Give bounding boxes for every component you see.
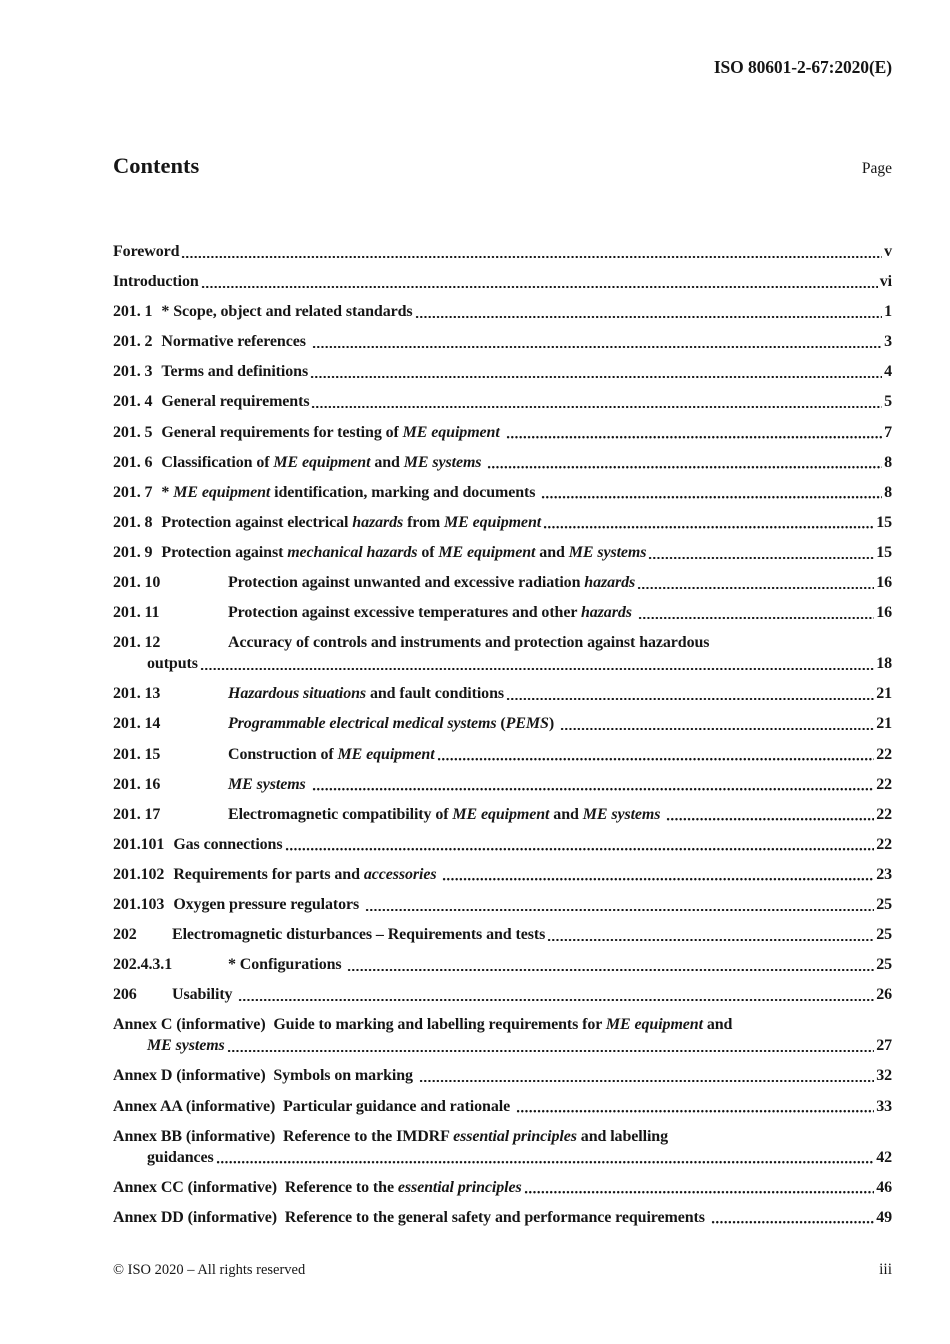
toc-entry — [113, 361, 892, 382]
toc-entry — [113, 1126, 892, 1168]
toc-entry-line — [113, 241, 892, 262]
toc-entry-line — [113, 1014, 892, 1035]
toc-entry-title: Annex C (informative) Guide to marking and labelling requirements for ME equipment and — [113, 1016, 733, 1034]
toc-entry-line — [113, 482, 892, 503]
toc-entry — [113, 542, 892, 563]
toc-entry-page: 22 — [876, 805, 892, 823]
dot-leader — [437, 757, 875, 761]
toc-entry — [113, 924, 892, 945]
dot-leader — [216, 1160, 875, 1164]
toc-entry-page: 25 — [876, 926, 892, 944]
toc-entry-line — [113, 1035, 892, 1056]
toc-entry-page: 33 — [876, 1097, 892, 1115]
toc-entry — [113, 954, 892, 975]
toc-entry-title: Classification of ME equipment and ME systems — [161, 453, 482, 471]
toc-entry-page: v — [884, 243, 892, 260]
toc-entry-page: 8 — [884, 483, 892, 501]
dot-leader — [711, 1220, 874, 1224]
toc-entry — [113, 804, 892, 825]
toc-entry-title: Oxygen pressure regulators — [173, 895, 364, 913]
toc-entry-page: 1 — [884, 303, 892, 321]
toc-entry-number: 201. 11 — [113, 604, 160, 622]
toc-entry-line — [113, 331, 892, 352]
dot-leader — [637, 586, 874, 590]
toc-entry-number: 202.4.3.1 — [113, 956, 173, 974]
toc-entry-title: ME systems — [147, 1037, 225, 1055]
toc-entry-title: guidances — [147, 1148, 214, 1166]
toc-entry-number: 201. 9 — [113, 543, 153, 561]
toc-entry-title: * Scope, object and related standards — [161, 303, 413, 321]
dot-leader — [487, 465, 882, 469]
toc-entry-title: Protection against mechanical hazards of ME equipment and ME systems — [161, 543, 647, 561]
toc-entry — [113, 1177, 892, 1198]
toc-entry-title: Gas connections — [173, 835, 283, 853]
toc-entry-number: 201. 16 — [113, 775, 161, 793]
toc-entry — [113, 864, 892, 885]
toc-entry — [113, 331, 892, 352]
toc-entry-line — [113, 301, 892, 322]
toc-entry-page: 22 — [876, 835, 892, 853]
toc-entry-page: 22 — [876, 775, 892, 793]
toc-entry — [113, 894, 892, 915]
toc-entry-title: Annex BB (informative) Reference to the IMDRF essential principles and labelling — [113, 1127, 668, 1145]
dot-leader — [541, 495, 882, 499]
toc-entry — [113, 301, 892, 322]
toc-entry — [113, 1096, 892, 1117]
page-column-label: Page — [861, 160, 892, 177]
toc-entry — [113, 391, 892, 412]
dot-leader — [543, 525, 874, 529]
dot-leader — [506, 697, 874, 701]
toc-entry — [113, 602, 892, 623]
toc-entry-line — [113, 602, 892, 623]
toc-entry — [113, 512, 892, 533]
toc-entry-line — [113, 804, 892, 825]
dot-leader — [442, 877, 874, 881]
toc-entry-number: 201. 17 — [113, 805, 161, 823]
dot-leader — [312, 787, 875, 791]
toc-entry-number: 201.102 — [113, 865, 165, 883]
dot-leader — [285, 847, 875, 851]
toc-entry-page: 42 — [876, 1148, 892, 1166]
dot-leader — [560, 727, 874, 731]
toc-entry — [113, 834, 892, 855]
dot-leader — [201, 285, 878, 289]
toc-entry-number: 201. 5 — [113, 423, 153, 441]
toc-entry-line — [113, 422, 892, 443]
document-reference: ISO 80601-2-67:2020(E) — [713, 57, 892, 77]
toc-entry-line — [113, 1147, 892, 1168]
toc-entry-page: 25 — [876, 956, 892, 974]
toc-entry — [113, 452, 892, 473]
toc-entry-number: 201. 8 — [113, 513, 153, 531]
toc-entry-title: Programmable electrical medical systems (PEMS) — [228, 715, 558, 733]
dot-leader — [648, 556, 874, 560]
toc-entry — [113, 683, 892, 704]
toc-entry-page: 23 — [876, 865, 892, 883]
toc-entry-line — [113, 924, 892, 945]
dot-leader — [200, 667, 874, 671]
toc-entry — [113, 271, 892, 292]
toc-entry-line — [113, 894, 892, 915]
toc-entry-title: Usability — [172, 986, 237, 1004]
toc-entry-page: vi — [879, 273, 892, 291]
dot-leader — [638, 616, 874, 620]
toc-entry-title: * Configurations — [228, 956, 346, 974]
toc-entry-page: 8 — [884, 453, 892, 471]
dot-leader — [506, 435, 882, 439]
toc-entry-page: 21 — [876, 715, 892, 733]
toc-entry-line — [113, 834, 892, 855]
toc-entry-number: 201.101 — [113, 835, 165, 853]
dot-leader — [666, 817, 874, 821]
toc-entry-page: 32 — [876, 1067, 892, 1085]
toc-entry-number: 201. 13 — [113, 685, 161, 703]
toc-entry-line — [113, 512, 892, 533]
toc-entry-line — [113, 271, 892, 292]
toc-entry-page: 15 — [876, 543, 892, 561]
dot-leader — [365, 908, 874, 912]
toc-entry-page: 49 — [876, 1208, 892, 1226]
dot-leader — [347, 968, 874, 972]
toc-entry-title: Hazardous situations and fault conditions — [228, 685, 505, 703]
toc-entry-line — [113, 744, 892, 765]
toc-entry-title: Construction of ME equipment — [228, 745, 435, 763]
toc-entry-number: 201. 14 — [113, 715, 161, 733]
toc-entry-title: ME systems — [228, 775, 306, 793]
toc-entry — [113, 774, 892, 795]
toc-entry-page: 7 — [884, 423, 892, 441]
toc-entry — [113, 422, 892, 443]
toc-entry-title: Foreword — [113, 243, 180, 260]
toc-entry — [113, 744, 892, 765]
dot-leader — [415, 315, 883, 319]
toc-entry-line — [113, 713, 892, 734]
toc-entry-number: 201. 6 — [113, 453, 153, 471]
toc-entry-page: 46 — [876, 1178, 892, 1196]
dot-leader — [227, 1049, 875, 1053]
toc-entry-number: 201. 12 — [113, 634, 161, 652]
dot-leader — [310, 375, 882, 379]
dot-leader — [524, 1190, 875, 1194]
toc-entry-number: 206 — [113, 986, 137, 1004]
toc-entry-page: 21 — [876, 685, 892, 703]
toc-entry — [113, 1207, 892, 1228]
toc-entry-title: Annex AA (informative) Particular guidance and rationale — [113, 1097, 514, 1115]
toc-entry-line — [113, 1177, 892, 1198]
toc-entry-title: Terms and definitions — [161, 363, 309, 381]
toc-entry-line — [113, 542, 892, 563]
toc-entry-line — [113, 452, 892, 473]
dot-leader — [516, 1109, 874, 1113]
page-footer — [113, 1261, 892, 1279]
toc-entry-line — [113, 653, 892, 674]
toc-entry-line — [113, 954, 892, 975]
toc-entry-line — [113, 632, 892, 653]
toc-entry-line — [113, 683, 892, 704]
toc-entry-number: 201.103 — [113, 895, 165, 913]
toc-entry-page: 16 — [876, 574, 892, 592]
toc-entry-title: General requirements — [161, 393, 310, 411]
toc-entry-title: General requirements for testing of ME equipment — [161, 423, 500, 441]
toc-entry-line — [113, 774, 892, 795]
toc-entry-line — [113, 1126, 892, 1147]
toc-entry-page: 22 — [876, 745, 892, 763]
dot-leader — [419, 1079, 874, 1083]
toc-entry — [113, 632, 892, 674]
toc-entry — [113, 241, 892, 262]
toc-entry-title: Requirements for parts and accessories — [173, 865, 437, 883]
dot-leader — [181, 255, 882, 259]
toc-entry — [113, 1014, 892, 1056]
toc-entry-line — [113, 391, 892, 412]
toc-entry-title: Electromagnetic disturbances – Requirements and tests — [172, 926, 546, 944]
toc-entry-number: 201. 15 — [113, 745, 161, 763]
contents-header-row — [113, 152, 892, 180]
dot-leader — [547, 938, 874, 942]
toc-entry-line — [113, 1207, 892, 1228]
toc-entry-number: 201. 4 — [113, 393, 153, 411]
toc-entry — [113, 713, 892, 734]
toc-entry-line — [113, 572, 892, 593]
toc-entry-number: 201. 1 — [113, 303, 153, 321]
toc-entry-title: Normative references — [161, 333, 310, 351]
toc-entry-page: 4 — [884, 363, 892, 381]
toc-entry-title: Protection against electrical hazards from ME equipment — [161, 513, 542, 531]
toc-entry — [113, 1065, 892, 1086]
toc-entry-line — [113, 984, 892, 1005]
toc-entry-title: Accuracy of controls and instruments and protection against hazardous — [228, 634, 710, 652]
toc-entry-line — [113, 1065, 892, 1086]
footer-copyright: © ISO 2020 – All rights reserved — [113, 1262, 306, 1278]
toc-entry-line — [113, 1096, 892, 1117]
toc-entry-page: 27 — [876, 1037, 892, 1055]
toc-entry-page: 3 — [884, 333, 892, 351]
footer-page-number: iii — [879, 1261, 892, 1278]
toc-entry-title: Electromagnetic compatibility of ME equipment and ME systems — [228, 805, 661, 823]
toc-entry-page: 25 — [876, 895, 892, 913]
toc-entry-title: Annex CC (informative) Reference to the essential principles — [113, 1178, 522, 1196]
toc-entry-number: 201. 7 — [113, 483, 153, 501]
toc-entry-title: outputs — [147, 655, 198, 673]
dot-leader — [311, 405, 882, 409]
dot-leader — [312, 345, 882, 349]
toc-entry-number: 201. 10 — [113, 574, 161, 592]
toc-entry-page: 16 — [876, 604, 892, 622]
toc-entry-page: 15 — [876, 513, 892, 531]
toc-entry-number: 201. 3 — [113, 363, 153, 381]
toc-entry — [113, 572, 892, 593]
toc-entry-title: Introduction — [113, 273, 199, 291]
toc-entry-page: 5 — [884, 393, 892, 411]
toc-entry-page: 26 — [876, 986, 892, 1004]
contents-heading: Contents — [113, 153, 200, 178]
toc-entry-number: 202 — [113, 926, 137, 944]
toc-entry-page: 18 — [876, 655, 892, 673]
toc-entry — [113, 984, 892, 1005]
dot-leader — [238, 998, 874, 1002]
toc-entry-title: * ME equipment identification, marking and documents — [161, 483, 540, 501]
toc-entry-title: Protection against unwanted and excessive radiation hazards — [228, 574, 636, 592]
toc-entry-line — [113, 864, 892, 885]
toc-entry-title: Protection against excessive temperatures and other hazards — [228, 604, 632, 622]
toc-entry-title: Annex D (informative) Symbols on marking — [113, 1067, 417, 1085]
toc-entry — [113, 482, 892, 503]
toc-entry-title: Annex DD (informative) Reference to the general safety and performance requirements — [113, 1208, 709, 1226]
toc-entry-number: 201. 2 — [113, 333, 153, 351]
table-of-contents — [113, 241, 892, 1228]
toc-entry-line — [113, 361, 892, 382]
